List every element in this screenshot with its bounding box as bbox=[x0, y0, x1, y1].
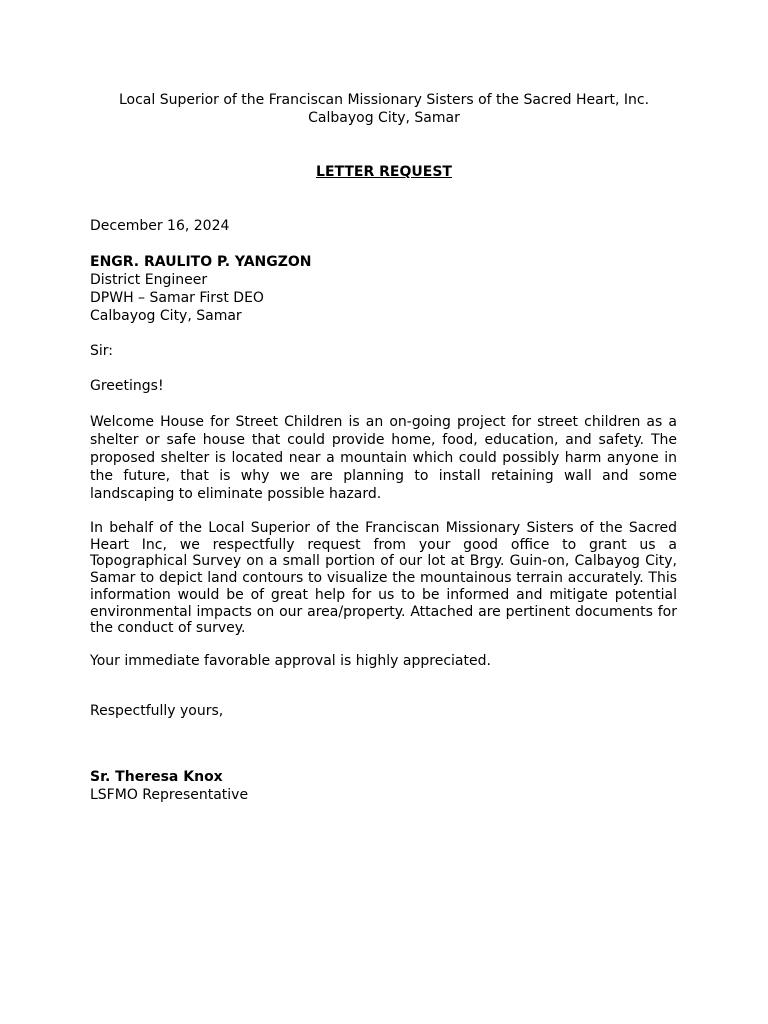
signatory-title: LSFMO Representative bbox=[90, 787, 249, 803]
letter-date: December 16, 2024 bbox=[90, 218, 230, 234]
recipient-name: ENGR. RAULITO P. YANGZON bbox=[90, 254, 312, 270]
recipient-block bbox=[90, 253, 677, 325]
letterhead-location: Calbayog City, Samar bbox=[308, 110, 460, 126]
body-paragraph-1: Welcome House for Street Children is an on-going project for street children as a shelter or safe house that could provide home, food, education, and safety. The proposed shelter is located near a mountain which could possibly harm anyone in the future, that is why we are planning to install retaining wall and some landscaping to eliminate possible hazard. bbox=[90, 414, 677, 502]
salutation: Sir: bbox=[90, 343, 114, 359]
signatory-name: Sr. Theresa Knox bbox=[90, 769, 223, 785]
recipient-address: Calbayog City, Samar bbox=[90, 308, 242, 324]
closing: Respectfully yours, bbox=[90, 703, 224, 719]
letter-title: LETTER REQUEST bbox=[316, 164, 452, 180]
body-paragraph-2: In behalf of the Local Superior of the Franciscan Missionary Sisters of the Sacred Heart Inc, we respectfully request from your good office to grant us a Topographical Survey on a small portion of our lot at Brgy. Guin-on, Calbayog City, Samar to depict land contours to visualize the mountainous terrain accurately. This information would be of great help for us to be informed and mitigate potential environmental impacts on our area/property. Attached are pertinent documents for the conduct of survey. bbox=[90, 520, 677, 637]
body-paragraph-3: Your immediate favorable approval is highly appreciated. bbox=[90, 653, 491, 669]
signature-block bbox=[90, 768, 677, 804]
letterhead-organization: Local Superior of the Franciscan Missionary Sisters of the Sacred Heart, Inc. bbox=[118, 92, 650, 108]
recipient-office: DPWH – Samar First DEO bbox=[90, 290, 264, 306]
greeting: Greetings! bbox=[90, 378, 164, 394]
letterhead bbox=[0, 91, 768, 127]
recipient-position: District Engineer bbox=[90, 272, 208, 288]
